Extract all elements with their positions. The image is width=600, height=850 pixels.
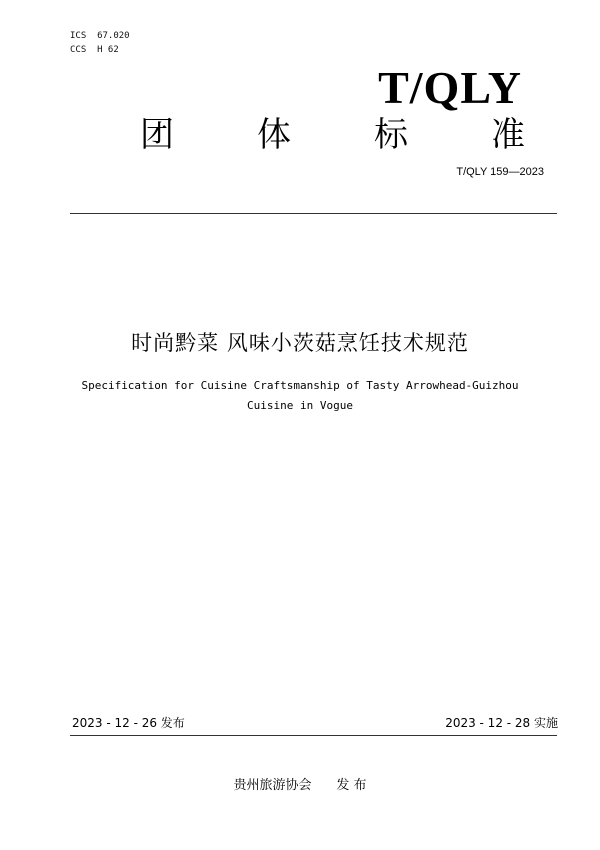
english-title-line: Cuisine in Vogue bbox=[247, 399, 353, 412]
ics-code: ICS 67.020 bbox=[70, 31, 130, 41]
classification-codes bbox=[70, 29, 130, 57]
standard-number: T/QLY 159—2023 bbox=[456, 166, 544, 178]
ccs-code: CCS H 62 bbox=[70, 45, 119, 55]
chinese-title: 时尚黔菜 风味小茨菇烹饪技术规范 bbox=[131, 331, 469, 355]
top-divider bbox=[70, 213, 557, 214]
english-title-line: Specification for Cuisine Craftsmanship of Tasty Arrowhead-Guizhou bbox=[81, 379, 519, 392]
standard-mark: T/QLY bbox=[378, 62, 522, 113]
standard-type-char: 准 bbox=[491, 115, 525, 155]
publisher-name: 贵州旅游协会 bbox=[233, 778, 312, 793]
standard-type-char: 体 bbox=[257, 115, 291, 155]
standard-type-heading bbox=[140, 110, 525, 160]
issue-date: 2023 - 12 - 26 发布 bbox=[72, 716, 185, 730]
standard-type-char: 标 bbox=[374, 115, 408, 155]
publisher-action: 发 布 bbox=[336, 778, 367, 793]
bottom-divider bbox=[70, 735, 557, 736]
implementation-date: 2023 - 12 - 28 实施 bbox=[445, 716, 558, 730]
publisher-line bbox=[0, 776, 600, 796]
standard-type-char: 团 bbox=[140, 115, 174, 155]
english-title bbox=[0, 376, 600, 416]
